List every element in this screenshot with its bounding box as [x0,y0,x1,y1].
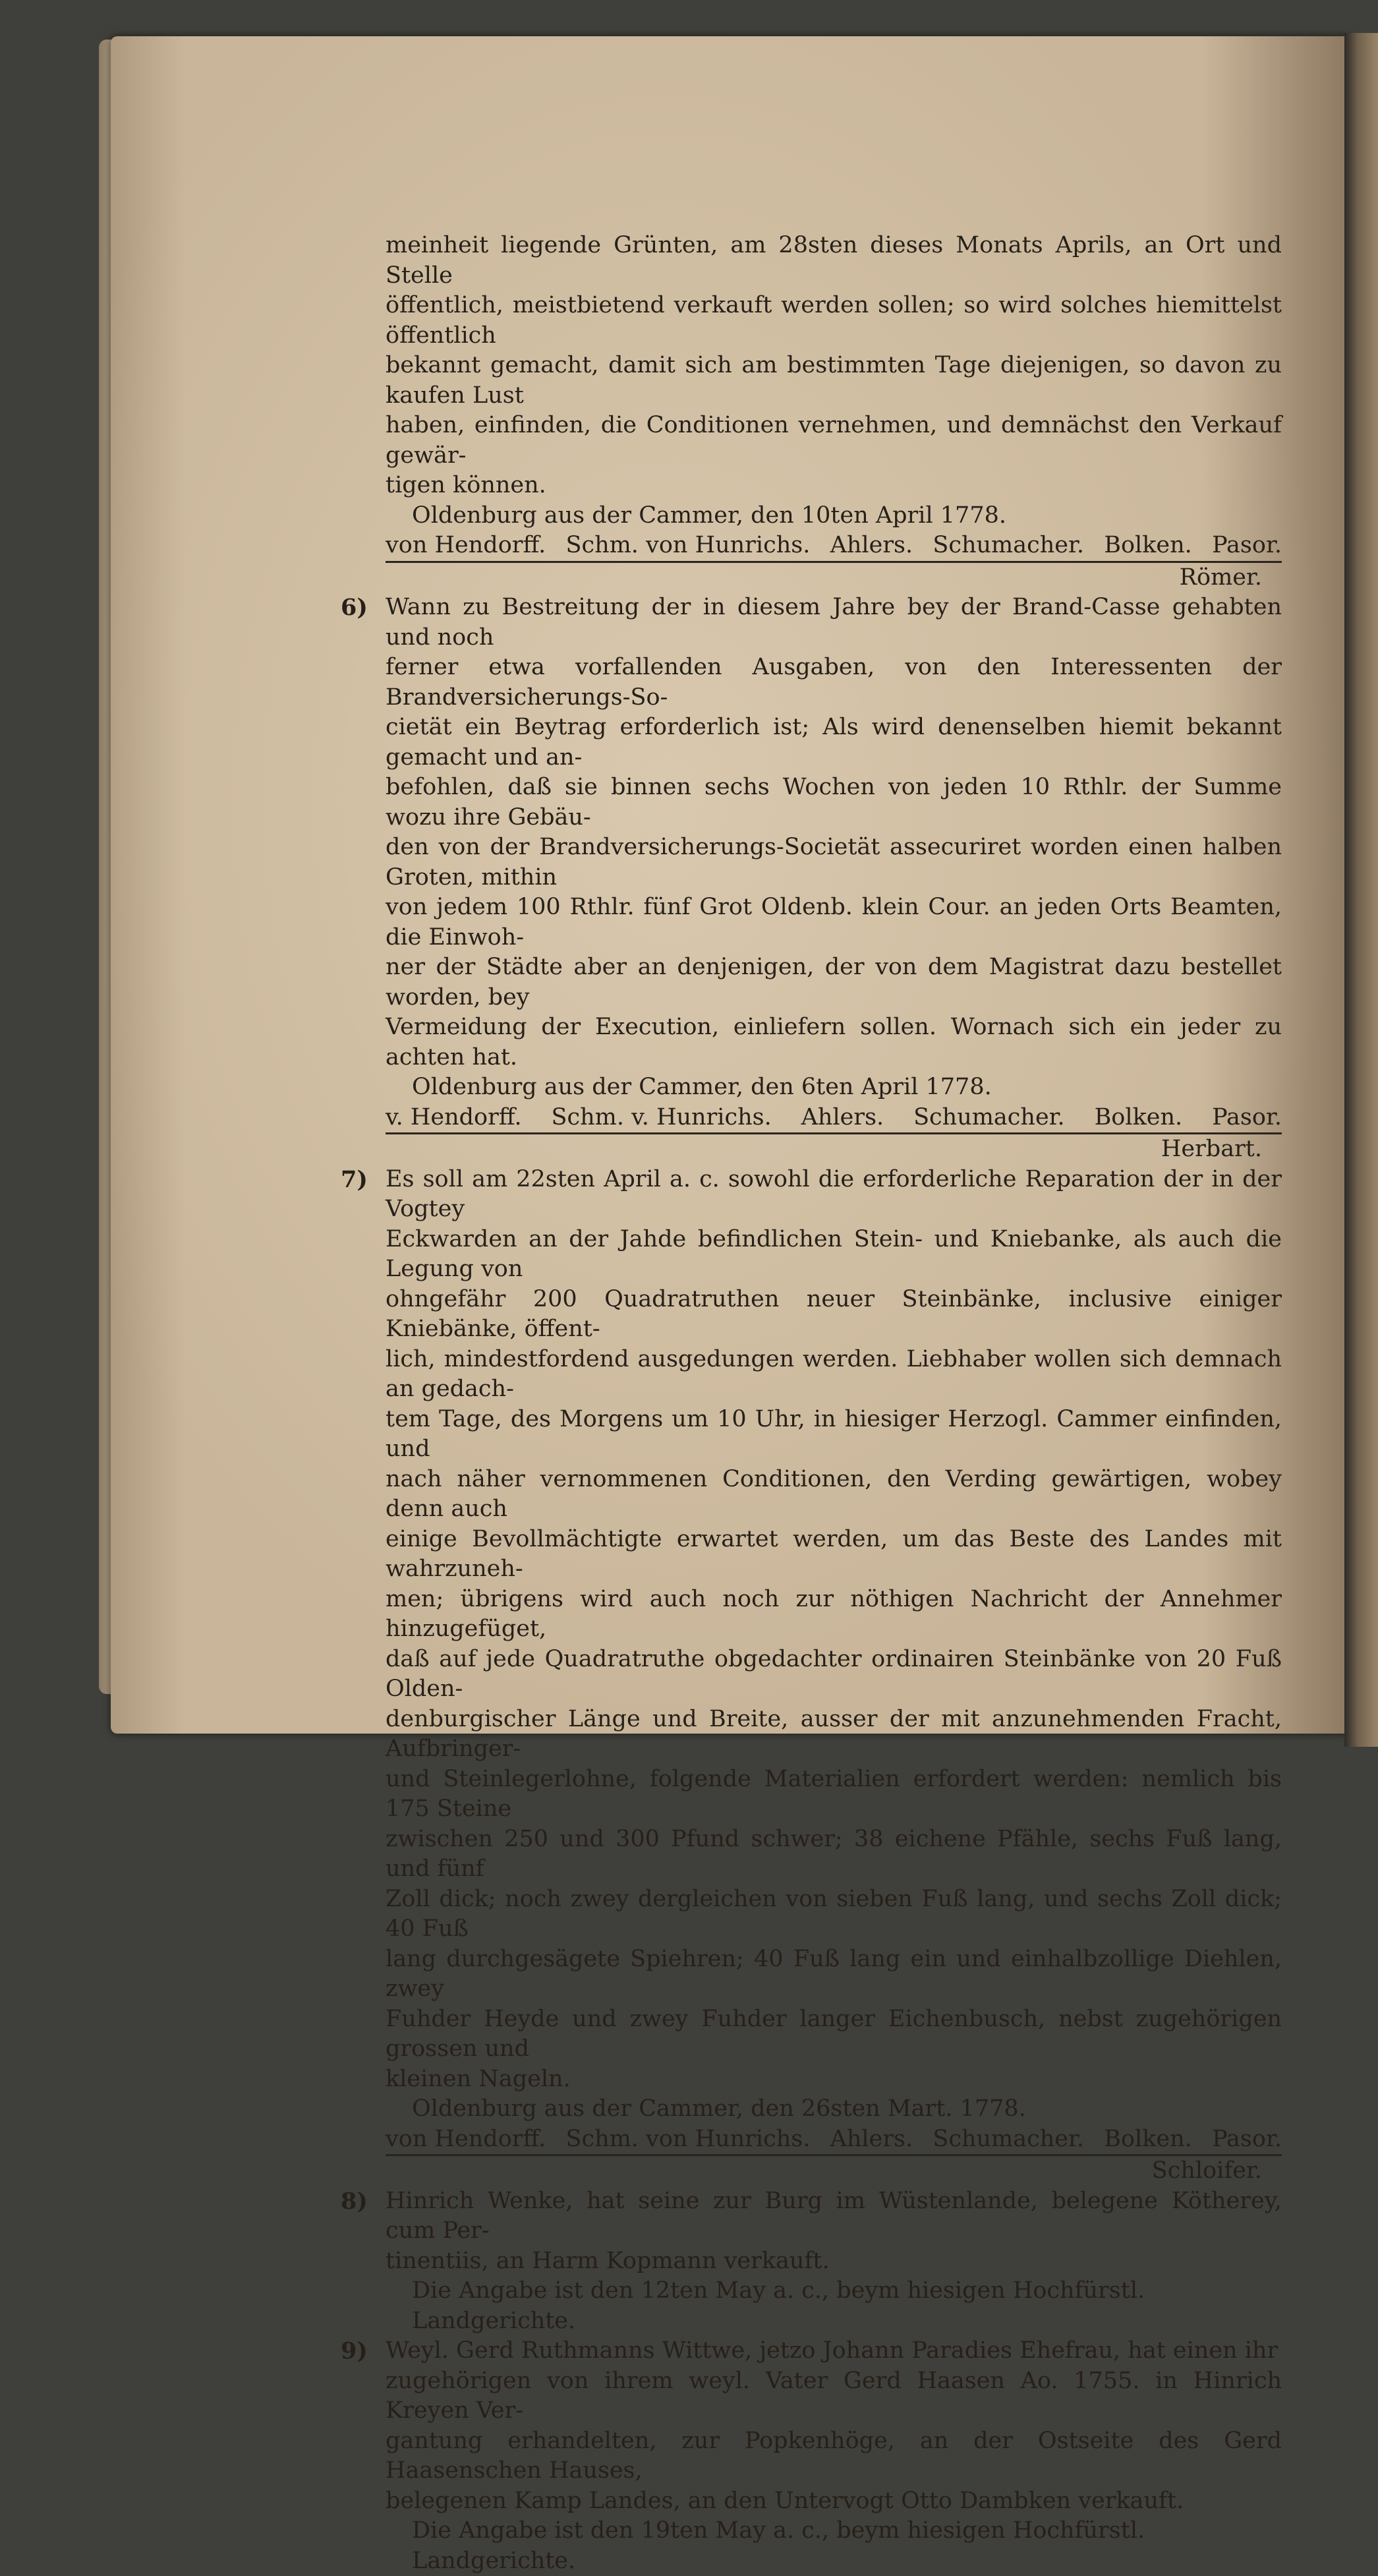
signature: Schumacher. [933,532,1084,558]
text-line: lich, mindestfordend ausgedungen werden. Liebhaber wollen sich demnach an gedach- [386,1345,1282,1402]
text-line: Es soll am 22sten April a. c. sowohl die erforderliche Reparation der in der Vogtey [386,1165,1282,1222]
signature: Pasor. [1212,1103,1282,1130]
signature: Ahlers. [801,1103,884,1130]
intro-paragraph [386,231,1282,501]
text-line: Weyl. Gerd Ruthmanns Wittwe, jetzo Johann Paradies Ehefrau, hat einen ihr [386,2337,1278,2364]
text-line: von jedem 100 Rthlr. fünf Grot Oldenb. klein Cour. an jeden Orts Beamten, die Einwoh- [386,894,1282,951]
text-line: den von der Brandversicherungs-Societät assecuriret worden einen halben Groten, mithin [386,834,1282,891]
place-date: Oldenburg aus der Cammer, den 10ten April 1778. [412,502,1006,529]
text-line: tinentiis, an Harm Kopmann verkauft. [386,2247,830,2274]
text-line: Hinrich Wenke, hat seine zur Burg im Wüstenlande, belegene Kötherey, cum Per- [386,2187,1282,2244]
signature: Ahlers. [830,2125,913,2152]
signature: Bolken. [1104,2125,1192,2152]
page-text [341,231,1282,2576]
text-line: ner der Städte aber an denjenigen, der von dem Magistrat dazu bestellet worden, bey [386,954,1282,1010]
text-line: zugehörigen von ihrem weyl. Vater Gerd Haasen Ao. 1755. in Hinrich Kreyen Ver- [386,2367,1282,2424]
text-line: gantung erhandelten, zur Popkenhöge, an der Ostseite des Gerd Haasenschen Hauses, [386,2427,1282,2484]
place-date: Oldenburg aus der Cammer, den 6ten April 1778. [412,1074,992,1100]
notice-item-7 [341,1165,1282,2095]
signature: Schumacher. [933,2125,1084,2152]
text-line: Eckwarden an der Jahde befindlichen Stein- und Kniebanke, als auch die Legung von [386,1225,1282,1282]
extra-signature: Schloifer. [1151,2157,1262,2184]
item-number: 9) [341,2337,368,2364]
text-line: denburgischer Länge und Breite, ausser der mit anzunehmenden Fracht, Aufbringer- [386,1705,1282,1762]
text-line: öffentlich, meistbietend verkauft werden sollen; so wird solches hiemittelst öffentlich [386,292,1282,349]
text-line: lang durchgesägete Spiehren; 40 Fuß lang ein und einhalbzollige Diehlen, zwey [386,1945,1282,2002]
text-line: befohlen, daß sie binnen sechs Wochen von jeden 10 Rthlr. der Summe wozu ihre Gebäu- [386,774,1282,831]
registry-note: Die Angabe ist den 12ten May a. c., beym hiesigen Hochfürstl. Landgerichte. [412,2277,1145,2334]
signature-row [386,1103,1282,1135]
text-line: tem Tage, des Morgens um 10 Uhr, in hiesiger Herzogl. Cammer einfinden, und [386,1405,1282,1462]
text-line: bekannt gemacht, damit sich am bestimmten Tage diejenigen, so davon zu kaufen Lust [386,352,1282,409]
text-line: daß auf jede Quadratruthe obgedachter ordinairen Steinbänke von 20 Fuß Olden- [386,1645,1282,1702]
text-line: haben, einfinden, die Conditionen vernehmen, und demnächst den Verkauf gewär- [386,412,1282,469]
text-line: kleinen Nageln. [386,2065,571,2092]
signature: Schm. von Hunrichs. [565,2125,811,2152]
text-line: meinheit liegende Grünten, am 28sten dieses Monats Aprils, an Ort und Stelle [386,232,1282,289]
text-line: cietät ein Beytrag erforderlich ist; Als wird denenselben hiemit bekannt gemacht und an- [386,714,1282,771]
text-line: zwischen 250 und 300 Pfund schwer; 38 eichene Pfähle, sechs Fuß lang, und fünf [386,1825,1282,1882]
item-number: 6) [341,594,368,621]
signature: Pasor. [1212,532,1282,558]
extra-signature: Römer. [1179,564,1262,591]
signature: von Hendorff. [386,2125,546,2152]
signature-row [386,531,1282,563]
registry-note: Die Angabe ist den 19ten May a. c., beym hiesigen Hochfürstl. Landgerichte. [412,2517,1145,2574]
signature-row [386,2124,1282,2157]
notice-item-9 [341,2336,1282,2516]
text-line: ohngefähr 200 Quadratruthen neuer Steinbänke, inclusive einiger Kniebänke, öffent- [386,1285,1282,1342]
extra-signature: Herbart. [1161,1136,1262,1162]
notice-item-6 [341,593,1282,1072]
signature: Ahlers. [830,532,913,558]
text-line: ferner etwa vorfallenden Ausgaben, von den Interessenten der Brandversicherungs-So- [386,654,1282,711]
text-line: und Steinlegerlohne, folgende Materialien erfordert werden: nemlich bis 175 Steine [386,1765,1282,1822]
text-line: Wann zu Bestreitung der in diesem Jahre bey der Brand-Casse gehabten und noch [386,594,1282,651]
text-line: tigen können. [386,472,546,498]
notice-item-8 [341,2186,1282,2277]
facing-page-edge [1344,33,1378,1747]
signature: Bolken. [1104,532,1192,558]
signature: von Hendorff. [386,532,546,558]
text-line: Vermeidung der Execution, einliefern sollen. Wornach sich ein jeder zu achten hat. [386,1014,1282,1070]
text-line: belegenen Kamp Landes, an den Untervogt Otto Dambken verkauft. [386,2487,1184,2514]
signature: Schm. v. Hunrichs. [551,1103,772,1130]
text-line: nach näher vernommenen Conditionen, den Verding gewärtigen, wobey denn auch [386,1465,1282,1522]
signature: Schm. von Hunrichs. [565,532,811,558]
text-line: Zoll dick; noch zwey dergleichen von sieben Fuß lang, und sechs Zoll dick; 40 Fuß [386,1885,1282,1942]
item-number: 7) [341,1165,368,1193]
place-date: Oldenburg aus der Cammer, den 26sten Mart. 1778. [412,2095,1026,2122]
text-line: men; übrigens wird auch noch zur nöthigen Nachricht der Annehmer hinzugefüget, [386,1585,1282,1642]
text-line: Fuhder Heyde und zwey Fuhder langer Eichenbusch, nebst zugehörigen grossen und [386,2005,1282,2062]
text-line: einige Bevollmächtigte erwartet werden, um das Beste des Landes mit wahrzuneh- [386,1525,1282,1582]
signature: v. Hendorff. [386,1103,522,1130]
signature: Pasor. [1212,2125,1282,2152]
signature: Bolken. [1094,1103,1183,1130]
item-number: 8) [341,2187,368,2215]
signature: Schumacher. [913,1103,1065,1130]
